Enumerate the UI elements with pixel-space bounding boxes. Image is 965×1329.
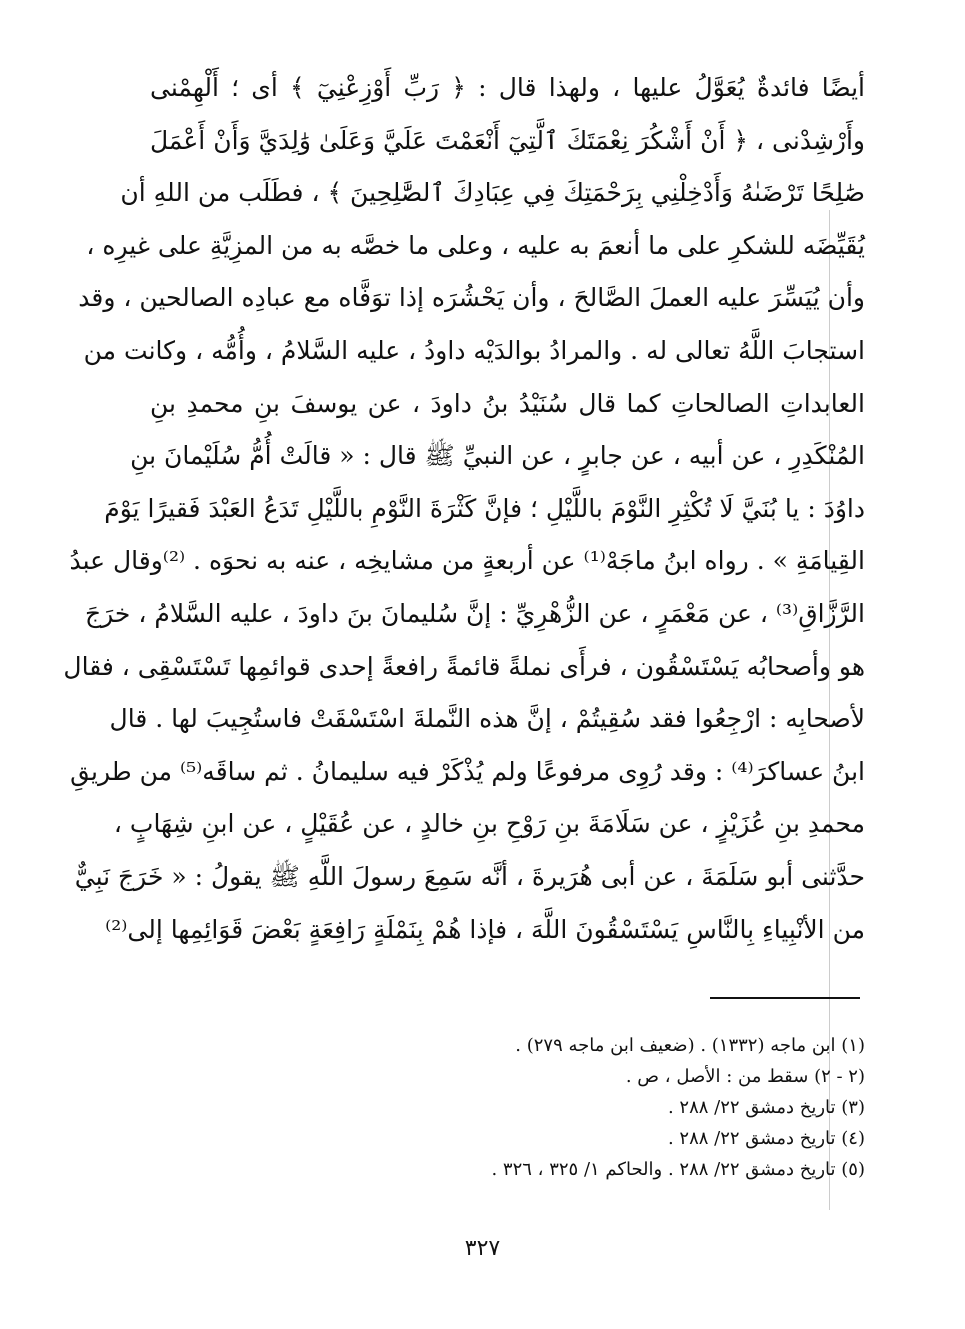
footnote: (٢ - ٢) سقط من : الأصل ، ص . [625, 1066, 865, 1087]
main-text [63, 62, 865, 956]
footnote: (٥) تاريخ دمشق ٢٢/ ٢٨٨ . والحاكم ١/ ٣٢٥ ، ٣٢٦ . [491, 1159, 865, 1180]
page-number: ٣٢٧ [464, 1236, 501, 1261]
text-line: يُقَيِّضَه للشكرِ على ما أنعمَ به عليه ، وعلى ما خصَّه به من المزِيَّةِ على غيرِه ، [86, 230, 865, 260]
footnote: (٤) تاريخ دمشق ٢٢/ ٢٨٨ . [667, 1128, 865, 1149]
text-line: محمدِ بنِ عُزَيْزٍ ، عن سَلَامَةَ بنِ رَوْحِ بنِ خالدٍ ، عن عُقَيْلٍ ، عن ابنِ شِهَابٍ ، [113, 809, 865, 839]
text-line: من الأنْبِياءِ بِالنَّاسِ يَسْتَسْقُونَ اللَّهَ ، فإذا هُمْ بِنَمْلَةٍ رَافِعَةٍ بَعْضَ قَوَائِمِها إلى⁽²⁾ [105, 914, 865, 944]
footnote: (١) ابن ماجه (١٣٣٢) . (ضعيف ابن ماجه ٢٧٩) . [515, 1035, 865, 1056]
text-line: استجابَ اللَّهُ تعالى له . والمرادُ بوالدَيْه داودُ ، عليه السَّلامُ ، وأُمُّه ، وكانت من [83, 335, 865, 365]
text-line: داوُدَ : يا بُنَيَّ لَا تُكْثِرِ النَّوْمَ باللَّيْلِ ؛ فإنَّ كَثْرَةَ النَّوْمِ باللَّيْلِ تَدَعُ العَبْدَ فَقيرًا يَوْمَ [104, 493, 865, 523]
text-line: الرَّزَّاقِ⁽³⁾ ، عن مَعْمَرٍ ، عن الزُّهْرِيِّ : إنَّ سُليمانَ بنَ داودَ ، عليه السَّلامُ ، خرَجَ [85, 598, 865, 628]
text-line: وأَرْشِدْنى ، ﴿ أَنْ أَشْكُرَ نِعْمَتَكَ ٱلَّتِيٓ أَنْعَمْتَ عَلَيَّ وَعَلَىٰ وَٰلِدَيَّ وَأَنْ أَعْمَلَ [150, 125, 865, 155]
footnotes [300, 1030, 865, 1185]
text-line: وأن يُيَسِّرَ عليه العملَ الصَّالحَ ، وأن يَحْشُرَه إذا توَفَّاه مع عبادِه الصالحين ، وقد [78, 283, 865, 313]
text-line: هو وأصحابُه يَسْتَسْقُون ، فرأَى نملةً قائمةً رافعةً إحدى قوائمِها تَسْتَسْقِى ، فقال [63, 651, 865, 681]
text-line: لأصحابِه : ارْجِعُوا فقد سُقِيتُمْ ، إنَّ هذه النَّملةَ اسْتَسْقَتْ فاستُجِيبَ لها . قال [109, 704, 865, 734]
text-line: ابنُ عساكرَ⁽⁴⁾ : وقد رُوِى مرفوعًا ولم يُذْكَرْ فيه سليمانُ . ثم ساقَه⁽⁵⁾ من طريقِ [70, 756, 865, 786]
text-line: العابداتِ الصالحاتِ كما قال سُنَيْدُ بنُ داودَ ، عن يوسفَ بنِ محمدِ بنِ [150, 388, 865, 418]
footnote: (٣) تاريخ دمشق ٢٢/ ٢٨٨ . [667, 1097, 865, 1118]
footnote-separator [710, 997, 860, 999]
text-line: صَٰلِحًا تَرْضَىٰهُ وَأَدْخِلْنِي بِرَحْمَتِكَ فِي عِبَادِكَ ٱلصَّٰلِحِينَ ﴾ ، فطَلَب من اللهِ أن [120, 178, 865, 208]
text-line: حدَّثنى أبو سَلَمَةَ ، عن أبى هُرَيرةَ ، أنَّه سَمِعَ رسولَ اللَّهِ ﷺ يقولُ : « خَرَجَ نَبِيٌّ [74, 861, 865, 891]
text-line: القِيامَةِ » . رواه ابنُ ماجَهْ⁽¹⁾ عن أربعةٍ من مشايخِه ، عنه به نحوَه . ⁽²⁾وقال عبدُ [69, 546, 865, 576]
text-line: المُنْكَدِرِ ، عن أبيه ، عن جابرٍ ، عن النبيِّ ﷺ قال : « قالَتْ أُمُّ سُلَيْمانَ بنِ [130, 441, 865, 471]
text-line: أيضًا فائدةٌ يُعَوَّلُ عليها ، ولهذا قال : ﴿ رَبِّ أَوْزِعْنِيٓ ﴾ أى ؛ أَلْهِمْنى [150, 73, 865, 102]
